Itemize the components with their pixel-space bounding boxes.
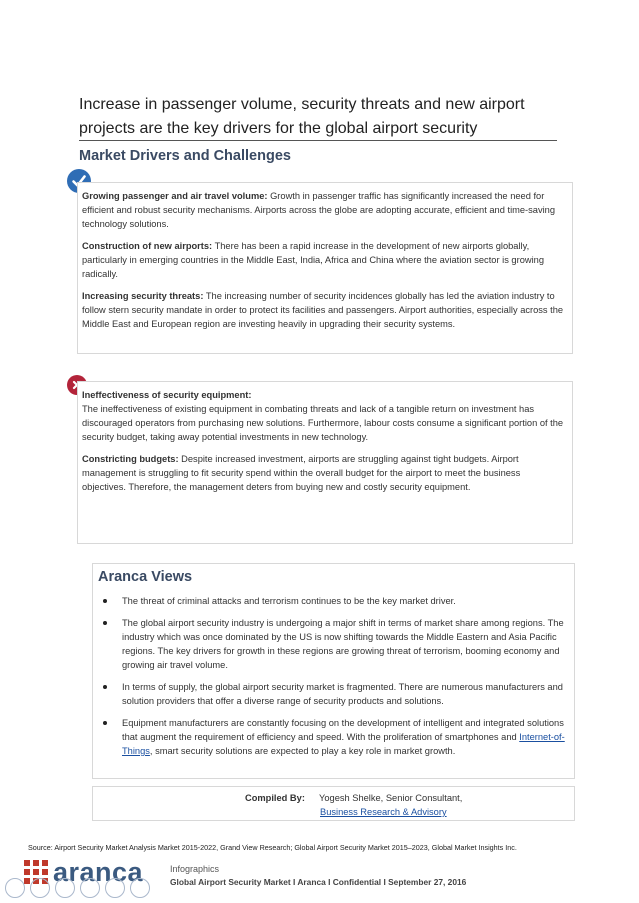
section-heading: Market Drivers and Challenges: [79, 148, 291, 164]
internet-of-things-link[interactable]: Internet-of-Things: [122, 732, 565, 756]
brand-name: aranca: [53, 857, 144, 887]
social-icon[interactable]: [130, 878, 150, 898]
social-icon[interactable]: [105, 878, 125, 898]
firm-link[interactable]: Business Research & Advisory: [320, 807, 447, 817]
drivers-box: [77, 182, 573, 354]
list-item: The global airport security industry is undergoing a major shift in terms of market share among regions. The industry which was once dominated by the US is now shifting towards the Middle Eastern and Asia Pacific regions. The key drivers for growth in these regions are growing threat of terrorism, booming economy and growing air travel volume.: [93, 616, 571, 672]
social-icon[interactable]: [30, 878, 50, 898]
social-icons: [5, 878, 155, 900]
list-item: The threat of criminal attacks and terrorism continues to be the key market driver.: [93, 594, 571, 608]
challenge-item: Ineffectiveness of security equipment: The ineffectiveness of existing equipment in combating threats and lack of a tangible return on investment has discouraged operators from purchasing new solutions. Furthermore, labour costs consume a significant portion of the security budget, taking away potential investments in new technology.: [82, 390, 564, 442]
list-item: In terms of supply, the global airport security market is fragmented. There are numerous manufacturers and solution providers that offer a diverse range of security products and solutions.: [93, 680, 571, 708]
infographics-label: Infographics: [170, 864, 220, 874]
challenges-box: [77, 381, 573, 544]
title-line-1: Increase in passenger volume, security threats and new airport: [79, 96, 525, 113]
compiler-name: Yogesh Shelke, Senior Consultant,: [319, 793, 463, 803]
title-divider: [79, 140, 557, 141]
social-icon[interactable]: [5, 878, 25, 898]
aranca-views-box: [92, 563, 575, 779]
list-item: Equipment manufacturers are constantly focusing on the development of intelligent and integrated solutions that augment the requirement of efficiency and speed. With the proliferation of smartphones and Internet-of-Things, smart security solutions are expected to play a key role in market growth.: [93, 716, 571, 758]
title-line-2: projects are the key drivers for the global airport security: [79, 120, 478, 137]
social-icon[interactable]: [80, 878, 100, 898]
driver-item: Increasing security threats: The increasing number of security incidences globally has led the aviation industry to follow stern security mandate in order to protect its facilities and passengers. Airport authorities, especially across the Middle East and European region are investing heavily in upgrading their security systems.: [82, 291, 564, 329]
compiled-by-box: [92, 786, 575, 821]
compiled-by-label: Compiled By:: [245, 793, 305, 803]
views-list: [93, 594, 571, 766]
driver-item: Construction of new airports: There has been a rapid increase in the development of new airports globally, particularly in emerging countries in the Middle East, India, Africa and China where the aviation sector is growing radically.: [82, 241, 544, 279]
source-note: Source: Airport Security Market Analysis Market 2015-2022, Grand View Research; Global Airport Security Market 2015–2023, Global Market Insights Inc.: [28, 843, 517, 852]
challenge-item: Constricting budgets: Despite increased investment, airports are struggling against tight budgets. Airport management is struggling to fit security spend within the overall budget for the airport to meet the business objectives. Therefore, the management deters from buying new and costly security equipment.: [82, 454, 521, 492]
social-icon[interactable]: [55, 878, 75, 898]
footer-info: Global Airport Security Market I Aranca I Confidential I September 27, 2016: [170, 877, 467, 887]
driver-item: Growing passenger and air travel volume: Growth in passenger traffic has significantly increased the need for efficient and robust security mechanisms. Airports across the globe are adopting accurate, efficient and time-saving technology solutions.: [82, 191, 556, 229]
page-title: [79, 93, 559, 141]
views-heading: Aranca Views: [98, 569, 193, 585]
